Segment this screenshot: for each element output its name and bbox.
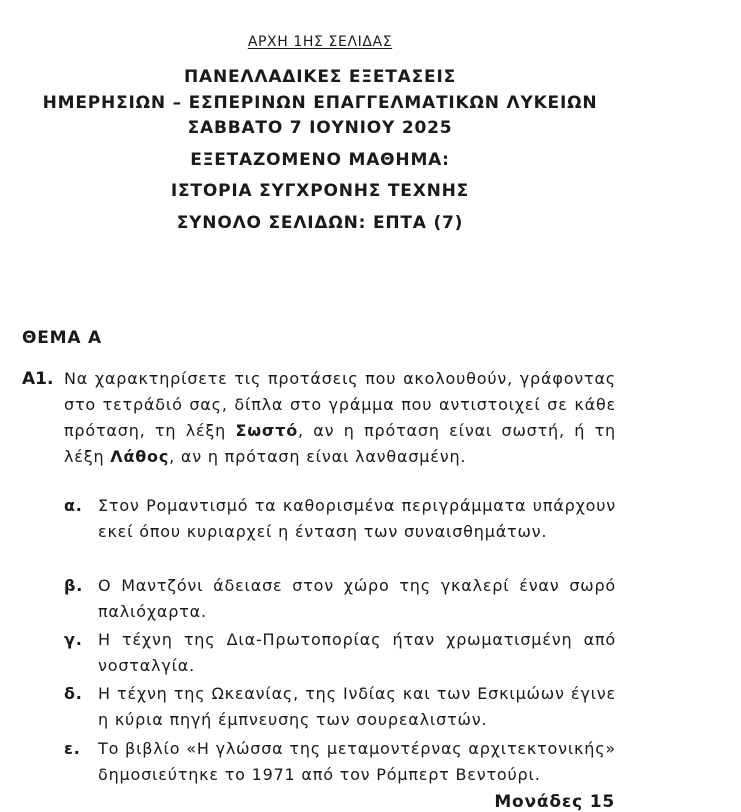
subject-label: ΕΞΕΤΑΖΟΜΕΝΟ ΜΑΘΗΜΑ: [190, 150, 450, 170]
statement-c [64, 627, 616, 679]
statement-e [64, 736, 616, 788]
statement-text: Ο Μαντζόνι άδειασε στον χώρο της γκαλερί έναν σωρό παλιόχαρτα. [98, 576, 616, 621]
word-correct: Σωστό [235, 421, 298, 440]
total-pages: ΣΥΝΟΛΟ ΣΕΛΙΔΩΝ: ΕΠΤΑ (7) [176, 213, 464, 233]
exam-title: ΠΑΝΕΛΛΑΔΙΚΕΣ ΕΞΕΤΑΣΕΙΣ [184, 67, 456, 87]
statement-a [64, 493, 616, 545]
statement-text: Η τέχνη της Δια-Πρωτοπορίας ήταν χρωματισμένη από νοσταλγία. [98, 630, 616, 675]
statement-letter: γ. [64, 630, 83, 649]
word-wrong: Λάθος [110, 447, 170, 466]
statement-letter: α. [64, 496, 83, 515]
theme-title: ΘΕΜΑ Α [22, 328, 103, 348]
marks-label: Μονάδες 15 [494, 792, 615, 812]
statement-text: Η τέχνη της Ωκεανίας, της Ινδίας και των Εσκιμώων έγινε η κύρια πηγή έμπνευσης των σουρεαλιστών. [98, 684, 616, 729]
exam-date: ΣΑΒΒΑΤΟ 7 ΙΟΥΝΙΟΥ 2025 [187, 118, 453, 138]
subject-name: ΙΣΤΟΡΙΑ ΣΥΓΧΡΟΝΗΣ ΤΕΧΝΗΣ [170, 181, 470, 201]
question-instructions: Να χαρακτηρίσετε τις προτάσεις που ακολουθούν, γράφοντας στο τετράδιό σας, δίπλα στο γράμμα που αντιστοιχεί σε κάθε πρόταση, τη λέξη Σωστό, αν η πρόταση είναι σωστή, ή τη λέξη Λάθος, αν η πρόταση είναι λανθασμένη. [64, 369, 616, 466]
statement-text: Το βιβλίο «Η γλώσσα της μεταμοντέρνας αρχιτεκτονικής» δημοσιεύτηκε το 1971 από τον Ρόμπερτ Βεντούρι. [98, 739, 616, 784]
exam-subtitle: ΗΜΕΡΗΣΙΩΝ – ΕΣΠΕΡΙΝΩΝ ΕΠΑΓΓΕΛΜΑΤΙΚΩΝ ΛΥΚΕΙΩΝ [42, 93, 598, 113]
statement-letter: δ. [64, 684, 83, 703]
statement-letter: ε. [64, 739, 81, 758]
statement-letter: β. [64, 576, 84, 595]
question-label: Α1. [22, 369, 54, 389]
statement-d [64, 681, 616, 733]
statement-text: Στον Ρομαντισμό τα καθορισμένα περιγράμματα υπάρχουν εκεί όπου κυριαρχεί η ένταση των συναισθημάτων. [98, 496, 616, 541]
page-start-note: ΑΡΧΗ 1ΗΣ ΣΕΛΙΔΑΣ [247, 34, 393, 50]
statement-b [64, 573, 616, 625]
